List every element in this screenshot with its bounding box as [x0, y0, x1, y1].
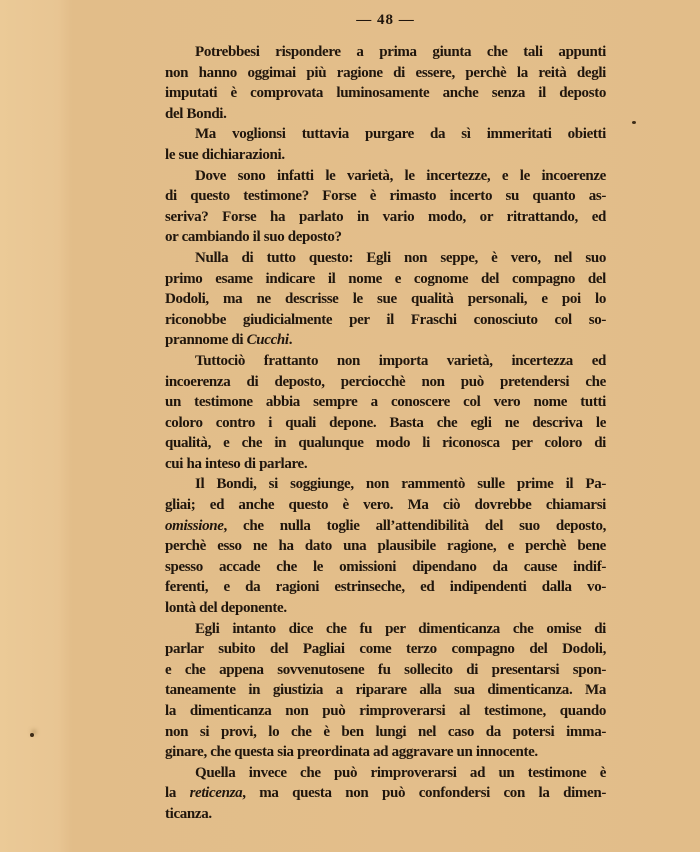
paragraph	[165, 351, 606, 475]
text-line: spesso accade che le omissioni dipendano da cause indif-	[165, 558, 606, 575]
text-line: omissione, che nulla toglie all’attendibilità del suo deposto,	[165, 517, 606, 534]
text-line: taneamente in giustizia a riparare alla sua dimenticanza. Ma	[165, 682, 606, 699]
text-line: or cambiando il suo deposto?	[165, 229, 342, 246]
text-line: la reticenza, ma questa non può confondersi con la dimen-	[165, 785, 606, 802]
text-line: Tuttociò frattanto non importa varietà, incertezza ed	[195, 352, 606, 369]
text-line: Il Bondi, si soggiunge, non rammentò sulle prime il Pa-	[195, 476, 606, 493]
text-line: Quella invece che può rimproverarsi ad un testimone è	[195, 764, 606, 781]
text-line: coloro contro i quali depone. Basta che egli ne descriva le	[165, 414, 606, 431]
text-line: riconobbe giudicialmente per il Fraschi conosciuto col so-	[165, 311, 606, 328]
text-line: incoerenza di deposto, perciocchè non può pretendersi che	[165, 373, 606, 390]
text-line: seriva? Forse ha parlato in vario modo, or ritrattando, ed	[165, 208, 606, 225]
page-number: — 48 —	[356, 12, 415, 28]
text-line: un testimone abbia sempre a conoscere col vero nome tutti	[165, 394, 606, 411]
scan-speck	[632, 121, 636, 124]
paragraph	[165, 248, 606, 351]
text-line: Dodoli, ma ne descrisse le sue qualità personali, e poi lo	[165, 291, 606, 308]
text-line: ginare, che questa sia preordinata ad aggravare un innocente.	[165, 744, 538, 761]
text-line: Egli intanto dice che fu per dimenticanza che omise di	[195, 620, 606, 637]
text-line: non hanno oggimai più ragione di essere, perchè la reità degli	[165, 64, 606, 81]
text-line: le sue dichiarazioni.	[165, 146, 285, 163]
text-line: lontà del deponente.	[165, 600, 287, 617]
text-line: prannome di Cucchi.	[165, 332, 293, 349]
text-line: Ma voglionsi tuttavia purgare da sì immeritati obietti	[195, 126, 606, 143]
text-line: ferenti, e da ragioni estrinseche, ed indipendenti dalla vo-	[165, 579, 606, 596]
paragraph	[165, 42, 606, 124]
text-line: ticanza.	[165, 805, 212, 822]
paragraph	[165, 474, 606, 618]
scan-speck	[30, 733, 34, 737]
text-line: gliai; ed anche questo è vero. Ma ciò dovrebbe chiamarsi	[165, 497, 606, 514]
text-line: Dove sono infatti le varietà, le incertezze, e le incoerenze	[195, 167, 606, 184]
paragraph	[165, 619, 606, 763]
text-line: la dimenticanza non può rimproverarsi al testimone, quando	[165, 703, 606, 719]
paragraph	[165, 763, 606, 825]
text-column	[165, 42, 606, 825]
text-line: parlar subito del Pagliai come terzo compagno del Dodoli,	[165, 641, 606, 658]
paragraph	[165, 124, 606, 165]
text-line: qualità, e che in qualunque modo li riconosca per coloro di	[165, 435, 606, 452]
text-line: e che appena sovvenutosene fu sollecito di presentarsi spon-	[165, 661, 606, 678]
text-line: cui ha inteso di parlare.	[165, 455, 308, 472]
text-line: di questo testimone? Forse è rimasto incerto su quanto as-	[165, 188, 606, 205]
text-line: del Bondi.	[165, 105, 227, 122]
text-line: imputati è comprovata luminosamente anche senza il deposto	[165, 85, 606, 102]
text-line: non si provi, lo che è ben lungi nel caso da potersi imma-	[165, 723, 606, 740]
text-line: Potrebbesi rispondere a prima giunta che tali appunti	[195, 44, 606, 60]
text-line: Nulla di tutto questo: Egli non seppe, è vero, nel suo	[195, 249, 606, 266]
text-line: primo esame indicare il nome e cognome del compagno del	[165, 270, 606, 287]
paragraph	[165, 166, 606, 248]
text-line: perchè esso ne ha dato una plausibile ragione, e perchè bene	[165, 538, 606, 555]
